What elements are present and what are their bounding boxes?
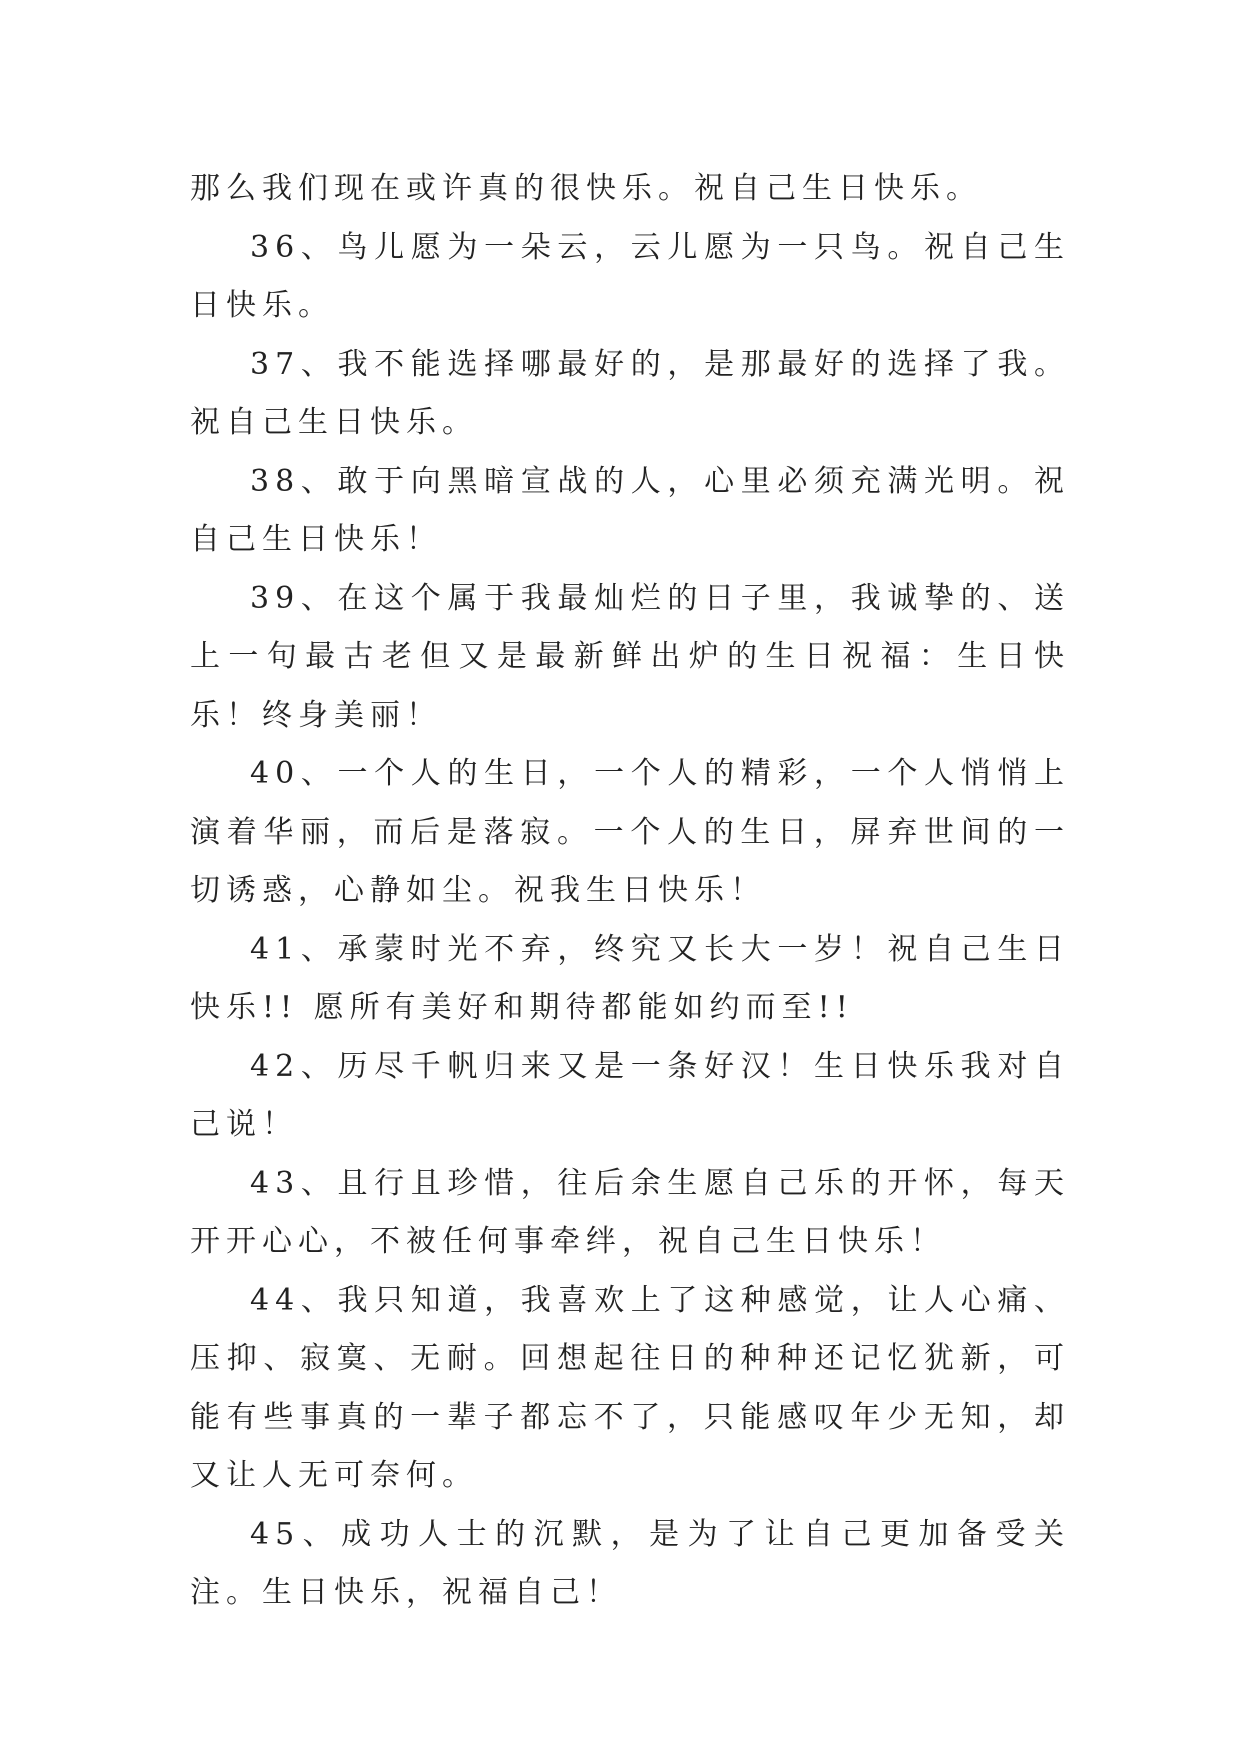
paragraph-37: 37、我不能选择哪最好的，是那最好的选择了我。祝自己生日快乐。	[190, 346, 1070, 440]
paragraph-39: 39、在这个属于我最灿烂的日子里，我诚挚的、送上一句最古老但又是最新鲜出炉的生日祝福：生日快乐！终身美丽！	[190, 580, 1070, 733]
document-body	[190, 160, 1070, 1623]
paragraph-continuation: 那么我们现在或许真的很快乐。祝自己生日快乐。	[190, 171, 982, 206]
paragraph-38: 38、敢于向黑暗宣战的人，心里必须充满光明。祝自己生日快乐！	[190, 463, 1070, 557]
paragraph-40: 40、一个人的生日，一个人的精彩，一个人悄悄上演着华丽，而后是落寂。一个人的生日，屏弃世间的一切诱惑，心静如尘。祝我生日快乐！	[190, 756, 1070, 908]
paragraph-43: 43、且行且珍惜，往后余生愿自己乐的开怀，每天开开心心，不被任何事牵绊，祝自己生日快乐！	[190, 1165, 1070, 1259]
paragraph-44: 44、我只知道，我喜欢上了这种感觉，让人心痛、压抑、寂寞、无耐。回想起往日的种种还记忆犹新，可能有些事真的一辈子都忘不了，只能感叹年少无知，却又让人无可奈何。	[190, 1282, 1070, 1493]
paragraph-36: 36、鸟儿愿为一朵云，云儿愿为一只鸟。祝自己生日快乐。	[190, 229, 1070, 323]
paragraph-42: 42、历尽千帆归来又是一条好汉！生日快乐我对自己说！	[190, 1048, 1070, 1142]
paragraph-41: 41、承蒙时光不弃，终究又长大一岁！祝自己生日快乐!! 愿所有美好和期待都能如约而至!!	[190, 931, 1070, 1025]
paragraph-45: 45、成功人士的沉默，是为了让自己更加备受关注。生日快乐，祝福自己！	[190, 1516, 1070, 1610]
